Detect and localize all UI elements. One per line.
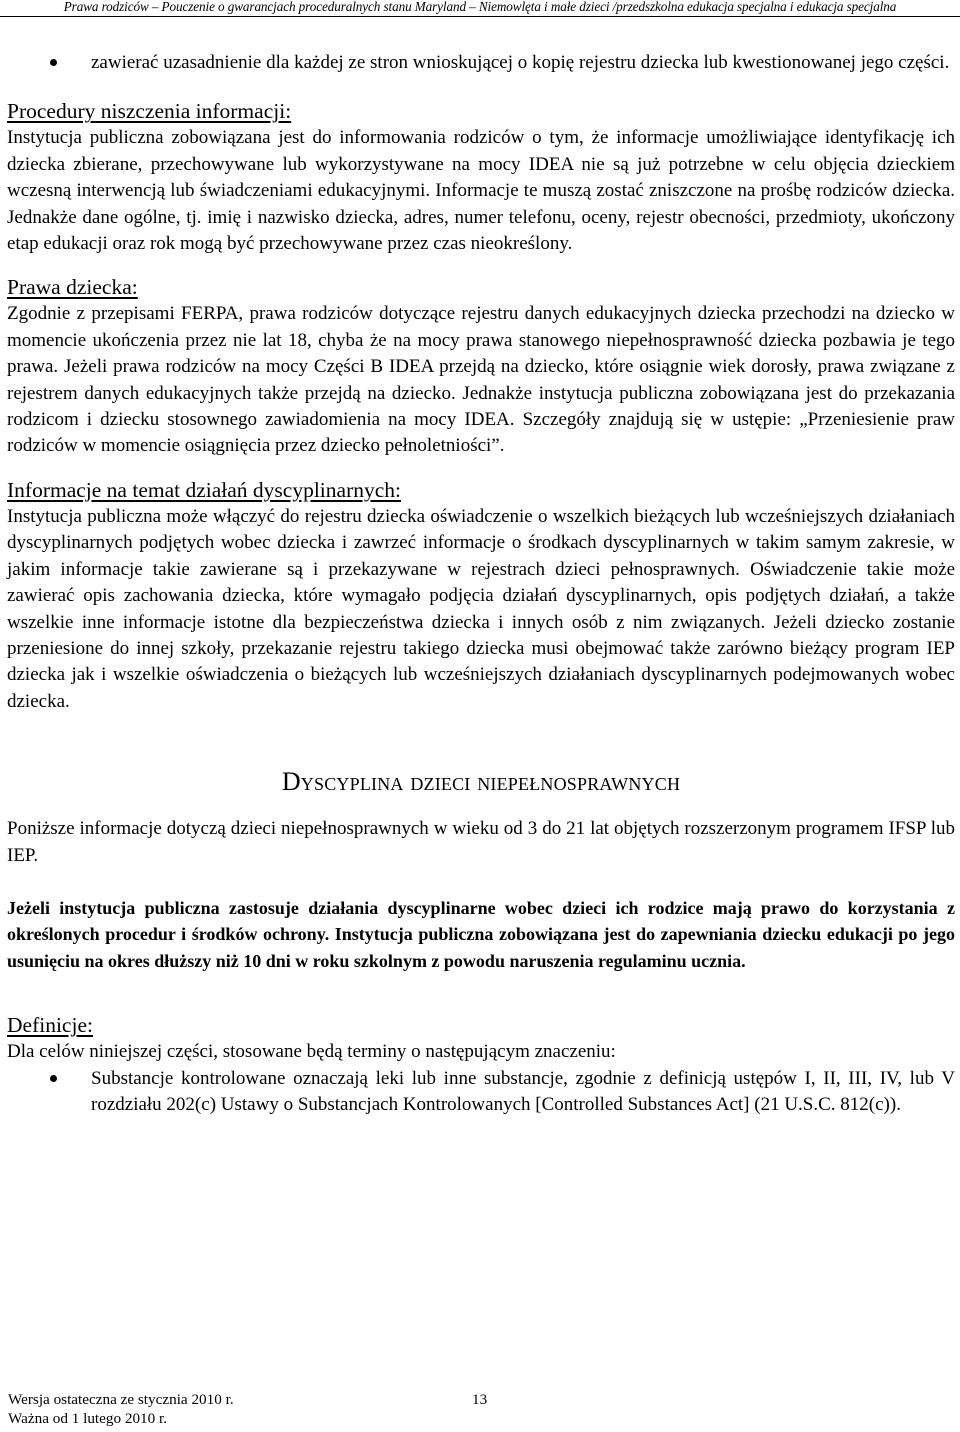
top-bullet-list — [7, 50, 955, 76]
footer-valid-from: Ważna od 1 lutego 2010 r. — [8, 1409, 168, 1427]
page-number: 13 — [472, 1391, 488, 1408]
chapter-title: Dyscyplina dzieci niepełnosprawnych — [281, 767, 681, 797]
definitions-list — [7, 1066, 955, 1119]
list-item-text: Substancje kontrolowane oznaczają leki lub inne substancje, zgodnie z definicją ustępów I, II, III, IV, lub V rozdziału 202(c) Ustawy o Substancjach Kontrolowanych [Controlled Substances Act] (21 U.S.C. 812(c)). — [91, 1067, 955, 1115]
paragraph-dzialania-dyscyplinarne: Instytucja publiczna może włączyć do rejestru dziecka oświadczenie o wszelkich bieżących lub wcześniejszych działaniach dyscyplinarnych podjętych wobec dziecka i zawrzeć informacje o środkach dyscyplinarnych w takim samym zakresie, w jakim informacje takie zawierane są i przekazywane w rejestrach dzieci pełnosprawnych. Oświadczenie takie może zawierać opis zachowania dziecka, które wymagało podjęcia działań dyscyplinarnych, opis podjętych działań, a także wszelkie inne informacje istotne dla bezpieczeństwa dziecka i innych osób z nim związanych. Jeżeli dziecko zostanie przeniesione do innej szkoły, przekazanie rejestru takiego dziecka musi obejmować także zarówno bieżący program IEP dziecka jak i wszelkie oświadczenia o bieżących lub wcześniejszych działaniach dyscyplinarnych podejmowanych wobec dziecka. — [7, 505, 955, 712]
section-heading-dzialania-dyscyplinarne: Informacje na temat działań dyscyplinarnych: — [7, 477, 402, 502]
list-item — [7, 50, 955, 76]
footer-version: Wersja ostateczna ze stycznia 2010 r. — [8, 1391, 234, 1408]
paragraph-prawa-dziecka: Zgodnie z przepisami FERPA, prawa rodziców dotyczące rejestru danych edukacyjnych dziecka przechodzi na dziecko w momencie ukończenia przez nie lat 18, chyba że na mocy prawa stanowego niepełnosprawność dziecka pozbawia je tego prawa. Jeżeli prawa rodziców na mocy Części B IDEA przejdą na dziecko, które osiągnie wiek dorosły, prawa związane z rejestrem danych edukacyjnych także przejdą na dziecko. Jednakże instytucja publiczna zobowiązana jest do przekazania rodzicom i dziecku stosownego zawiadomienia na mocy IDEA. Szczegóły znajdują się w ustępie: „Przeniesienie praw rodziców w momencie osiągnięcia przez dziecko pełnoletniości”. — [7, 303, 955, 457]
list-item — [7, 1066, 955, 1119]
section-heading-procedury: Procedury niszczenia informacji: — [7, 99, 292, 124]
bullet-icon — [50, 1075, 57, 1082]
section-heading-definicje: Definicje: — [7, 1013, 93, 1038]
list-item-text: zawierać uzasadnienie dla każdej ze stron wnioskującej o kopię rejestru dziecka lub kwestionowanej jego części. — [91, 52, 950, 73]
paragraph-definicje-intro: Dla celów niniejszej części, stosowane będą terminy o następującym znaczeniu: — [7, 1041, 616, 1063]
paragraph-procedury: Instytucja publiczna zobowiązana jest do informowania rodziców o tym, że informacje umożliwiające identyfikację ich dziecka zbierane, przechowywane lub wykorzystywane na mocy IDEA nie są już potrzebne w celu objęcia dzieckiem wczesną interwencją lub świadczeniami edukacyjnymi. Informacje te muszą zostać zniszczone na prośbę rodziców dziecka. Jednakże dane ogólne, tj. imię i nazwisko dziecka, adres, numer telefonu, oceny, rejestr obecności, przedmioty, ukończony etap edukacji oraz rok mogą być przechowywane przez czas nieokreślony. — [7, 127, 955, 255]
bullet-icon — [50, 59, 57, 66]
paragraph-bold-rights: Jeżeli instytucja publiczna zastosuje działania dyscyplinarne wobec dzieci ich rodzice mają prawo do korzystania z określonych procedur i środków ochrony. Instytucja publiczna zobowiązana jest do zapewniania dziecku edukacji po jego usunięciu na okres dłuższy niż 10 dni w roku szkolnym z powodu naruszenia regulaminu ucznia. — [7, 897, 955, 971]
page-footer — [8, 1391, 568, 1428]
section-heading-prawa-dziecka: Prawa dziecka: — [7, 275, 138, 300]
paragraph-ponizsze: Poniższe informacje dotyczą dzieci niepełnosprawnych w wieku od 3 do 21 lat objętych rozszerzonym programem IFSP lub IEP. — [7, 818, 955, 866]
document-body — [7, 50, 955, 1118]
running-header: Prawa rodziców – Pouczenie o gwarancjach proceduralnych stanu Maryland – Niemowlęta i małe dzieci /przedszkolna edukacja specjalna i edukacja specjalna — [0, 0, 960, 17]
